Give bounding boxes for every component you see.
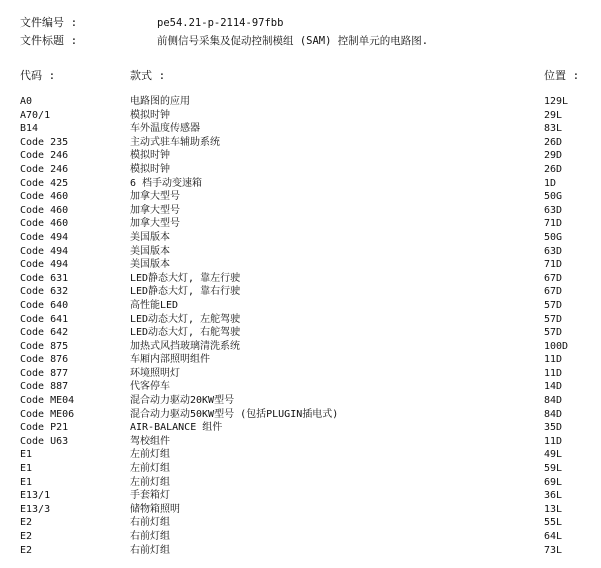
- table-row: [20, 299, 580, 313]
- row-position: 57D: [544, 327, 563, 339]
- table-row: [20, 544, 580, 558]
- row-code: Code 641: [20, 313, 69, 325]
- row-position: 29L: [544, 109, 563, 121]
- row-model: 手套箱灯: [130, 490, 170, 502]
- table-row: [20, 177, 580, 191]
- row-model: LED静态大灯, 靠右行驶: [130, 286, 241, 298]
- document-title-row: [20, 32, 580, 50]
- document-number-row: [20, 14, 580, 32]
- table-row: [20, 231, 580, 245]
- row-code: Code 235: [20, 136, 69, 148]
- document-title-label: 文件标题 :: [20, 34, 78, 47]
- row-position: 73L: [544, 544, 563, 556]
- row-model: LED动态大灯, 左舵驾驶: [130, 313, 241, 325]
- row-code: Code 642: [20, 327, 69, 339]
- row-code: Code 875: [20, 340, 69, 352]
- row-position: 67D: [544, 272, 563, 284]
- table-row: [20, 217, 580, 231]
- row-code: E13/3: [20, 503, 51, 515]
- row-model: 高性能LED: [130, 299, 179, 311]
- row-position: 13L: [544, 503, 563, 515]
- row-position: 50G: [544, 231, 563, 243]
- table-row: [20, 462, 580, 476]
- table-row: [20, 353, 580, 367]
- row-position: 83L: [544, 123, 563, 135]
- row-model: 驾校组件: [130, 435, 170, 447]
- row-position: 11D: [544, 354, 563, 366]
- row-code: Code P21: [20, 422, 69, 434]
- row-model: 左前灯组: [130, 449, 170, 461]
- row-code: E13/1: [20, 490, 51, 502]
- row-position: 26D: [544, 163, 563, 175]
- row-position: 63D: [544, 245, 563, 257]
- row-model: 模拟时钟: [130, 163, 170, 175]
- table-row: [20, 367, 580, 381]
- table-row: [20, 435, 580, 449]
- row-code: Code 494: [20, 231, 69, 243]
- row-position: 129L: [544, 96, 569, 107]
- header-model: 款式 :: [130, 69, 166, 82]
- row-model: 车厢内部照明组件: [130, 354, 210, 366]
- table-row: [20, 503, 580, 517]
- document-number-label: 文件编号 :: [20, 16, 78, 29]
- row-code: Code 631: [20, 272, 69, 284]
- row-model: 混合动力驱动50KW型号 (包括PLUGIN插电式): [130, 408, 339, 420]
- row-model: LED静态大灯, 靠左行驶: [130, 272, 241, 284]
- table-row: [20, 516, 580, 530]
- table-row: [20, 95, 580, 109]
- row-model: 左前灯组: [130, 476, 170, 488]
- row-code: Code 460: [20, 191, 69, 203]
- row-position: 50G: [544, 191, 563, 203]
- document-title-value: 前侧信号采集及促动控制模组 (SAM) 控制单元的电路图.: [157, 35, 429, 47]
- row-code: Code 246: [20, 150, 69, 162]
- table-row: [20, 245, 580, 259]
- table-row: [20, 272, 580, 286]
- row-code: Code 877: [20, 367, 69, 379]
- row-model: 加拿大型号: [130, 191, 180, 203]
- row-position: 11D: [544, 367, 563, 379]
- row-model: 模拟时钟: [130, 109, 170, 121]
- row-position: 59L: [544, 463, 563, 475]
- row-model: 右前灯组: [130, 544, 170, 556]
- row-position: 11D: [544, 435, 563, 447]
- row-position: 84D: [544, 408, 563, 420]
- table-row: [20, 380, 580, 394]
- table-row: [20, 136, 580, 150]
- row-code: Code 887: [20, 381, 69, 393]
- row-code: B14: [20, 123, 39, 135]
- row-model: 美国版本: [130, 231, 170, 243]
- row-model: 车外温度传感器: [130, 123, 200, 135]
- table-row: [20, 394, 580, 408]
- row-model: 加拿大型号: [130, 218, 180, 230]
- row-model: 模拟时钟: [130, 150, 170, 162]
- row-code: E2: [20, 544, 33, 556]
- row-position: 57D: [544, 313, 563, 325]
- row-position: 63D: [544, 204, 563, 216]
- row-position: 71D: [544, 259, 563, 271]
- row-code: E2: [20, 531, 33, 542]
- table-row: [20, 476, 580, 490]
- row-position: 29D: [544, 150, 563, 162]
- table-body: [20, 95, 580, 557]
- table-row: [20, 122, 580, 136]
- row-position: 84D: [544, 395, 563, 407]
- row-model: 电路图的应用: [130, 96, 190, 107]
- row-model: 加热式风挡玻璃清洗系统: [130, 340, 240, 352]
- row-model: 右前灯组: [130, 531, 170, 542]
- table-row: [20, 326, 580, 340]
- row-position: 69L: [544, 476, 563, 488]
- row-code: E1: [20, 449, 33, 461]
- row-model: 储物箱照明: [130, 503, 180, 515]
- row-code: Code 640: [20, 299, 69, 311]
- table-row: [20, 313, 580, 327]
- row-code: E2: [20, 517, 33, 529]
- row-code: Code 632: [20, 286, 69, 298]
- table-row: [20, 149, 580, 163]
- row-position: 55L: [544, 517, 563, 529]
- row-position: 100D: [544, 340, 569, 352]
- row-code: Code 425: [20, 177, 69, 189]
- row-code: A0: [20, 96, 33, 107]
- row-model: 混合动力驱动20KW型号: [130, 395, 235, 407]
- row-code: Code 494: [20, 245, 69, 257]
- table-row: [20, 448, 580, 462]
- row-model: 左前灯组: [130, 463, 170, 475]
- row-code: Code 246: [20, 163, 69, 175]
- row-model: 右前灯组: [130, 517, 170, 529]
- table-row: [20, 109, 580, 123]
- row-code: Code U63: [20, 435, 69, 447]
- row-model: 环境照明灯: [130, 367, 180, 379]
- row-code: A70/1: [20, 109, 51, 121]
- row-position: 35D: [544, 422, 563, 434]
- row-model: AIR-BALANCE 组件: [130, 422, 223, 434]
- row-position: 1D: [544, 177, 557, 189]
- row-position: 67D: [544, 286, 563, 298]
- row-code: Code 876: [20, 354, 69, 366]
- row-model: 主动式驻车辅助系统: [130, 136, 220, 148]
- header-code: 代码 :: [20, 69, 56, 82]
- row-code: Code ME06: [20, 408, 75, 420]
- row-position: 26D: [544, 136, 563, 148]
- row-model: LED动态大灯, 右舵驾驶: [130, 327, 241, 339]
- row-position: 71D: [544, 218, 563, 230]
- table-row: [20, 163, 580, 177]
- table-row: [20, 421, 580, 435]
- header-position: 位置 :: [544, 69, 580, 82]
- table-row: [20, 204, 580, 218]
- row-code: Code ME04: [20, 395, 75, 407]
- table-row: [20, 340, 580, 354]
- row-position: 57D: [544, 299, 563, 311]
- row-position: 64L: [544, 531, 563, 542]
- row-model: 代客停车: [130, 381, 170, 393]
- row-code: E1: [20, 463, 33, 475]
- row-position: 36L: [544, 490, 563, 502]
- row-position: 14D: [544, 381, 563, 393]
- row-model: 6 档手动变速箱: [130, 177, 203, 189]
- table-row: [20, 258, 580, 272]
- row-code: Code 460: [20, 204, 69, 216]
- row-code: E1: [20, 476, 33, 488]
- document-meta: [20, 14, 580, 50]
- table-row: [20, 489, 580, 503]
- row-model: 加拿大型号: [130, 204, 180, 216]
- table-row: [20, 530, 580, 544]
- table-row: [20, 408, 580, 422]
- row-code: Code 494: [20, 259, 69, 271]
- row-model: 美国版本: [130, 245, 170, 257]
- table-row: [20, 285, 580, 299]
- row-code: Code 460: [20, 218, 69, 230]
- table-row: [20, 190, 580, 204]
- document-number-value: pe54.21-p-2114-97fbb: [157, 17, 284, 29]
- row-position: 49L: [544, 449, 563, 461]
- row-model: 美国版本: [130, 259, 170, 271]
- table-header: [20, 68, 580, 84]
